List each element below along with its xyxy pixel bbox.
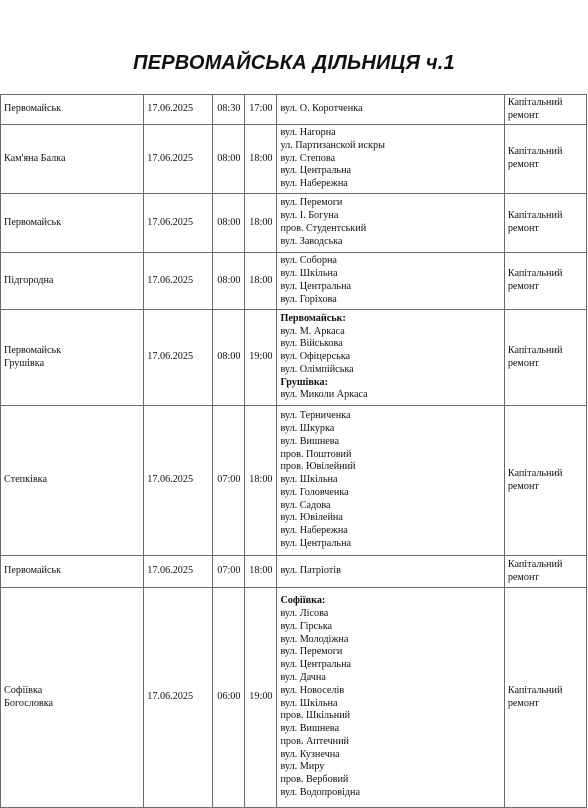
street-name: вул. Олімпійська: [280, 363, 354, 375]
work-type-cell: Капітальний ремонт: [504, 253, 586, 310]
street-name: вул. Шкільна: [280, 268, 338, 280]
streets-cell: [277, 125, 504, 194]
street-name: вул. Новоселів: [280, 684, 345, 696]
street-name: вул. Шкільна: [280, 697, 338, 709]
end-time-cell: 18:00: [245, 253, 277, 310]
street-name: пров. Поштовий: [280, 448, 352, 460]
street-name: вул. Миру: [280, 761, 325, 773]
street-name: вул. Нагорна: [280, 127, 336, 138]
settlement-cell: [1, 194, 144, 253]
start-time-cell: 06:00: [213, 588, 245, 808]
street-name: вул. Шкурка: [280, 422, 335, 434]
street-name: вул. Патріотів: [280, 565, 341, 577]
street-name: пров. Аптечний: [280, 735, 349, 747]
street-name: вул. О. Коротченка: [280, 103, 363, 115]
end-time-cell: 18:00: [245, 556, 277, 588]
settlement-name: Кам'яна Балка: [4, 152, 66, 164]
work-type-cell: Капітальний ремонт: [504, 125, 586, 194]
street-name: вул. Вишнева: [280, 723, 339, 735]
street-name: вул. Молодіжна: [280, 633, 349, 645]
street-name: вул. Заводська: [280, 235, 343, 247]
street-group-heading: Софіївка:: [280, 595, 326, 607]
settlement-name: Грушівка: [4, 357, 45, 369]
streets-cell: [277, 253, 504, 310]
street-name: вул. Вишнева: [280, 435, 339, 447]
end-time-cell: 19:00: [245, 310, 277, 406]
table-row: [1, 95, 587, 125]
streets-cell: [277, 556, 504, 588]
settlement-cell: [1, 95, 144, 125]
settlement-cell: [1, 310, 144, 406]
street-name: вул. Центральна: [280, 659, 352, 671]
street-name: вул. Перемоги: [280, 197, 343, 209]
settlement-cell: [1, 588, 144, 808]
end-time-cell: 18:00: [245, 194, 277, 253]
page-title: ПЕРВОМАЙСЬКА ДІЛЬНИЦЯ ч.1: [133, 52, 455, 74]
street-name: вул. І. Богуна: [280, 210, 339, 222]
street-name: пров. Студентський: [280, 223, 367, 234]
start-time-cell: 08:00: [213, 125, 245, 194]
date-cell: 17.06.2025: [144, 95, 213, 125]
work-type-cell: Капітальний ремонт: [504, 556, 586, 588]
street-name: вул. Головченка: [280, 486, 349, 498]
settlement-name: Первомайськ: [4, 565, 62, 577]
work-type-cell: Капітальний ремонт: [504, 95, 586, 125]
schedule-table-body: [1, 95, 587, 808]
table-row: [1, 406, 587, 556]
street-name: вул. Шкільна: [280, 474, 338, 486]
start-time-cell: 07:00: [213, 556, 245, 588]
street-name: вул. Миколи Аркаса: [280, 389, 368, 401]
street-name: вул. Гірська: [280, 620, 333, 632]
start-time-cell: 08:00: [213, 194, 245, 253]
settlement-name: Підгородна: [4, 274, 54, 286]
streets-cell: [277, 194, 504, 253]
street-name: вул. Набережна: [280, 525, 348, 537]
streets-cell: [277, 406, 504, 556]
street-name: ул. Партизанской искры: [280, 139, 385, 151]
table-row: [1, 253, 587, 310]
street-name: вул. Садова: [280, 499, 331, 511]
settlement-name: Первомайськ: [4, 344, 62, 356]
date-cell: 17.06.2025: [144, 194, 213, 253]
start-time-cell: 07:00: [213, 406, 245, 556]
street-name: вул. Горіхова: [280, 293, 337, 305]
street-name: пров. Ювілейний: [280, 461, 356, 473]
street-name: пров. Шкільний: [280, 710, 351, 722]
street-name: вул. Лісова: [280, 607, 329, 619]
date-cell: 17.06.2025: [144, 310, 213, 406]
end-time-cell: 19:00: [245, 588, 277, 808]
street-name: вул. Набережна: [280, 178, 348, 190]
work-type-cell: Капітальний ремонт: [504, 310, 586, 406]
street-name: вул. Центральна: [280, 538, 352, 550]
street-name: пров. Вербовий: [280, 774, 349, 786]
settlement-cell: [1, 253, 144, 310]
street-name: вул. Центральна: [280, 281, 352, 292]
work-type-cell: Капітальний ремонт: [504, 194, 586, 253]
start-time-cell: 08:30: [213, 95, 245, 125]
settlement-name: Степківка: [4, 474, 47, 486]
settlement-name: Софіївка: [4, 684, 43, 696]
street-group-heading: Первомайськ:: [280, 312, 346, 324]
street-name: вул. Соборна: [280, 255, 337, 267]
street-name: вул. Терниченка: [280, 410, 351, 422]
table-row: [1, 310, 587, 406]
street-name: вул. Перемоги: [280, 646, 343, 658]
street-name: вул. Офіцерська: [280, 351, 351, 363]
start-time-cell: 08:00: [213, 253, 245, 310]
date-cell: 17.06.2025: [144, 253, 213, 310]
start-time-cell: 08:00: [213, 310, 245, 406]
street-name: вул. Кузнечна: [280, 748, 340, 760]
table-row: [1, 194, 587, 253]
schedule-table: [0, 94, 587, 808]
end-time-cell: 18:00: [245, 406, 277, 556]
settlement-name: Первомайськ: [4, 103, 62, 115]
street-name: вул. Ювілейна: [280, 512, 343, 524]
table-row: [1, 588, 587, 808]
date-cell: 17.06.2025: [144, 406, 213, 556]
table-row: [1, 556, 587, 588]
date-cell: 17.06.2025: [144, 588, 213, 808]
streets-cell: [277, 310, 504, 406]
settlement-cell: [1, 406, 144, 556]
settlement-name: Первомайськ: [4, 216, 62, 228]
settlement-name: Богословка: [4, 697, 54, 709]
work-type-cell: Капітальний ремонт: [504, 588, 586, 808]
work-type-cell: Капітальний ремонт: [504, 406, 586, 556]
table-row: [1, 125, 587, 194]
streets-cell: [277, 95, 504, 125]
street-group-heading: Грушівка:: [280, 376, 329, 388]
settlement-cell: [1, 125, 144, 194]
street-name: вул. Військова: [280, 338, 343, 350]
date-cell: 17.06.2025: [144, 556, 213, 588]
street-name: вул. Степова: [280, 152, 336, 164]
street-name: вул. М. Аркаса: [280, 325, 345, 337]
date-cell: 17.06.2025: [144, 125, 213, 194]
street-name: вул. Центральна: [280, 165, 352, 177]
street-name: вул. Дачна: [280, 671, 326, 683]
street-name: вул. Водопровідна: [280, 787, 361, 799]
settlement-cell: [1, 556, 144, 588]
end-time-cell: 17:00: [245, 95, 277, 125]
streets-cell: [277, 588, 504, 808]
end-time-cell: 18:00: [245, 125, 277, 194]
